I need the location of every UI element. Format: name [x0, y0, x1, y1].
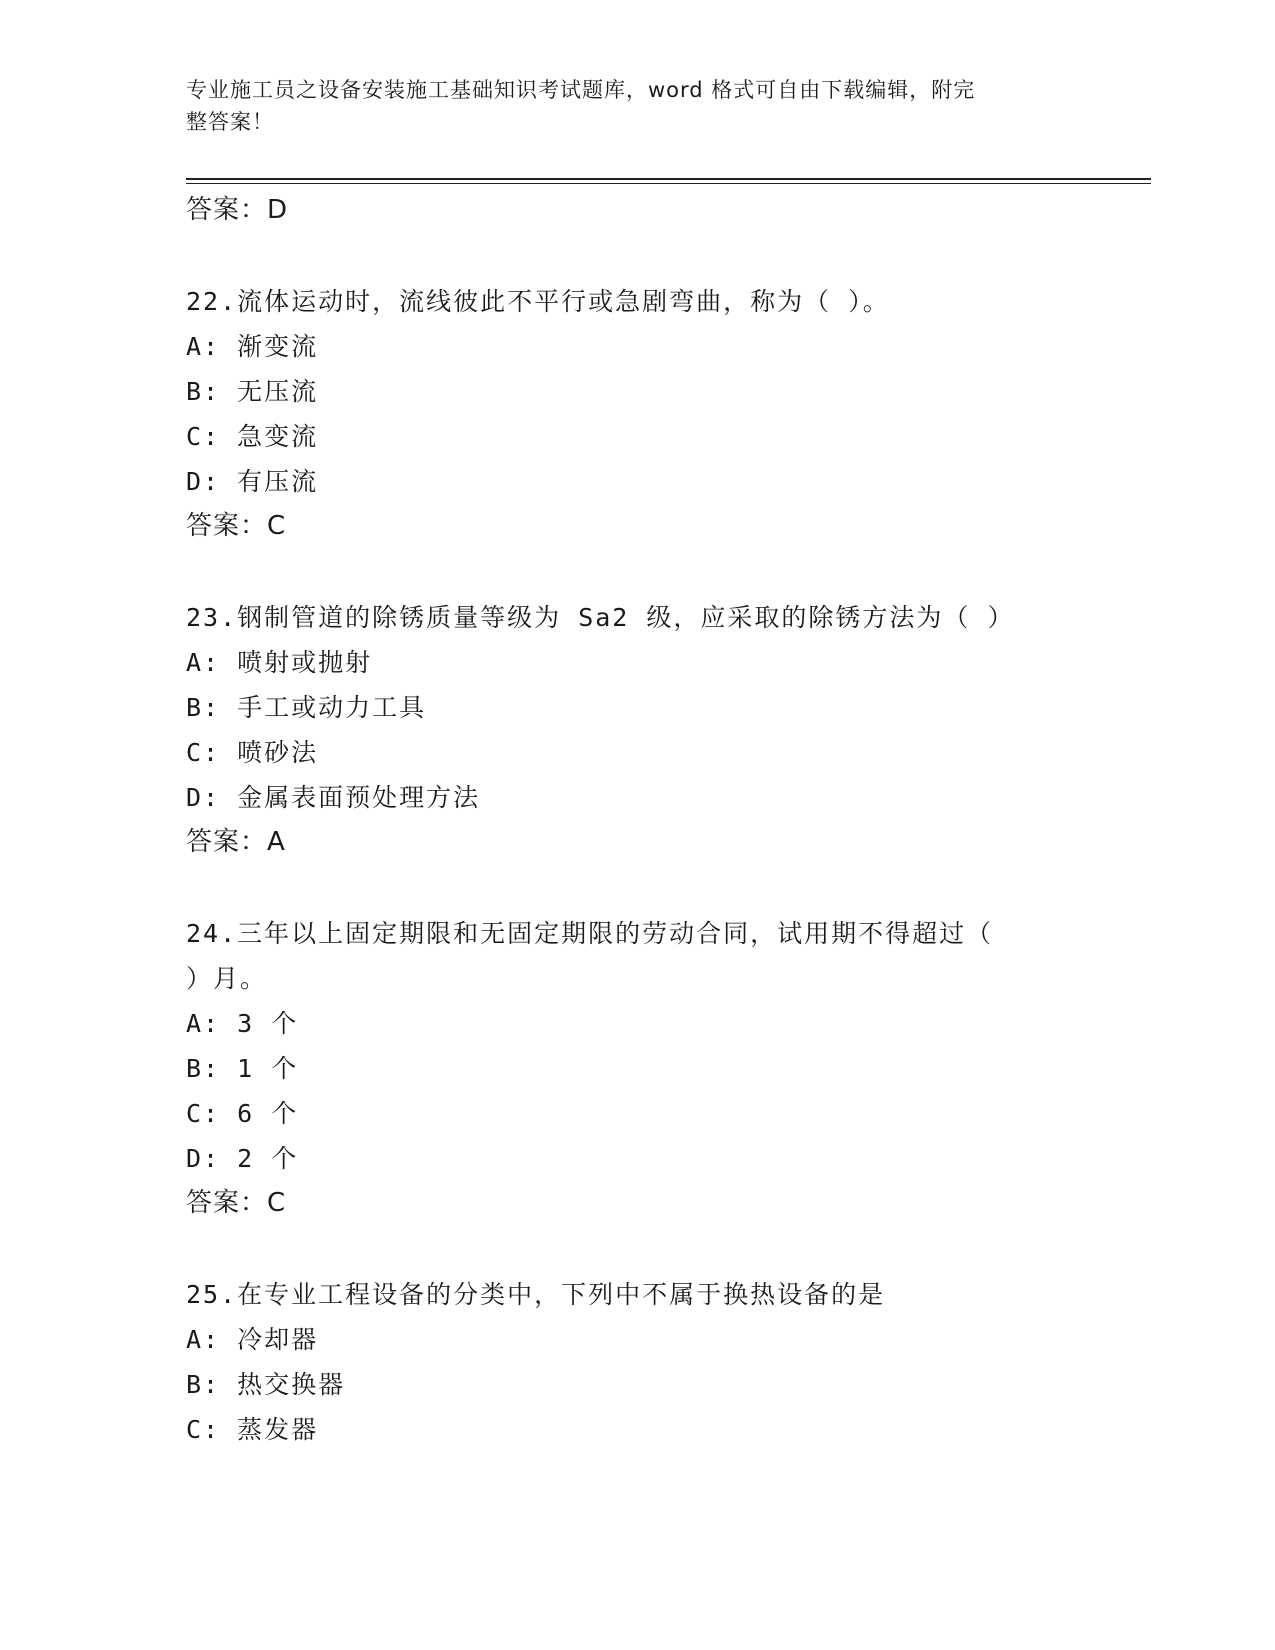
- option-22-b: B: 无压流: [186, 377, 319, 406]
- option-22-d: D: 有压流: [186, 467, 319, 496]
- answer-24: 答案：C: [186, 1188, 287, 1218]
- question-block-25: [186, 1272, 1066, 1452]
- spacer: [186, 865, 1066, 911]
- question-text-22: 22.流体运动时，流线彼此不平行或急剧弯曲，称为（ ）。: [186, 287, 890, 316]
- option-23-d: D: 金属表面预处理方法: [186, 783, 481, 812]
- answer-23: 答案：A: [186, 827, 286, 857]
- header-line-2: 整答案！: [186, 110, 274, 134]
- question-text-24-line-2: ）月。: [186, 964, 268, 993]
- option-24-a: A: 3 个: [186, 1009, 299, 1038]
- option-25-b: B: 热交换器: [186, 1370, 346, 1399]
- option-22-c: C: 急变流: [186, 422, 319, 451]
- option-23-a: A: 喷射或抛射: [186, 648, 373, 677]
- question-text-23: 23.钢制管道的除锈质量等级为 Sa2 级，应采取的除锈方法为（ ）: [186, 603, 1015, 632]
- answer-21: 答案：D: [186, 195, 289, 225]
- question-list: [186, 188, 1066, 1452]
- option-24-c: C: 6 个: [186, 1099, 299, 1128]
- question-text-24: [186, 911, 1066, 1001]
- question-block-23: [186, 595, 1066, 865]
- spacer: [186, 1226, 1066, 1272]
- spacer: [186, 233, 1066, 279]
- option-23-b: B: 手工或动力工具: [186, 693, 427, 722]
- option-25-a: A: 冷却器: [186, 1325, 319, 1354]
- document-header: [186, 74, 1066, 138]
- question-block-24: [186, 911, 1066, 1226]
- option-23-c: C: 喷砂法: [186, 738, 319, 767]
- answer-22: 答案：C: [186, 511, 287, 541]
- option-25-c: C: 蒸发器: [186, 1415, 319, 1444]
- question-text-24-line-1: 24.三年以上固定期限和无固定期限的劳动合同，试用期不得超过（: [186, 919, 994, 948]
- option-22-a: A: 渐变流: [186, 332, 319, 361]
- option-24-b: B: 1 个: [186, 1054, 299, 1083]
- header-divider-thick: [186, 178, 1151, 180]
- question-text-25: 25.在专业工程设备的分类中，下列中不属于换热设备的是: [186, 1280, 886, 1309]
- spacer: [186, 549, 1066, 595]
- question-block-22: [186, 279, 1066, 549]
- header-line-1: 专业施工员之设备安装施工基础知识考试题库，word 格式可自由下载编辑，附完: [186, 78, 976, 102]
- option-24-d: D: 2 个: [186, 1144, 299, 1173]
- header-divider-thin: [186, 183, 1151, 184]
